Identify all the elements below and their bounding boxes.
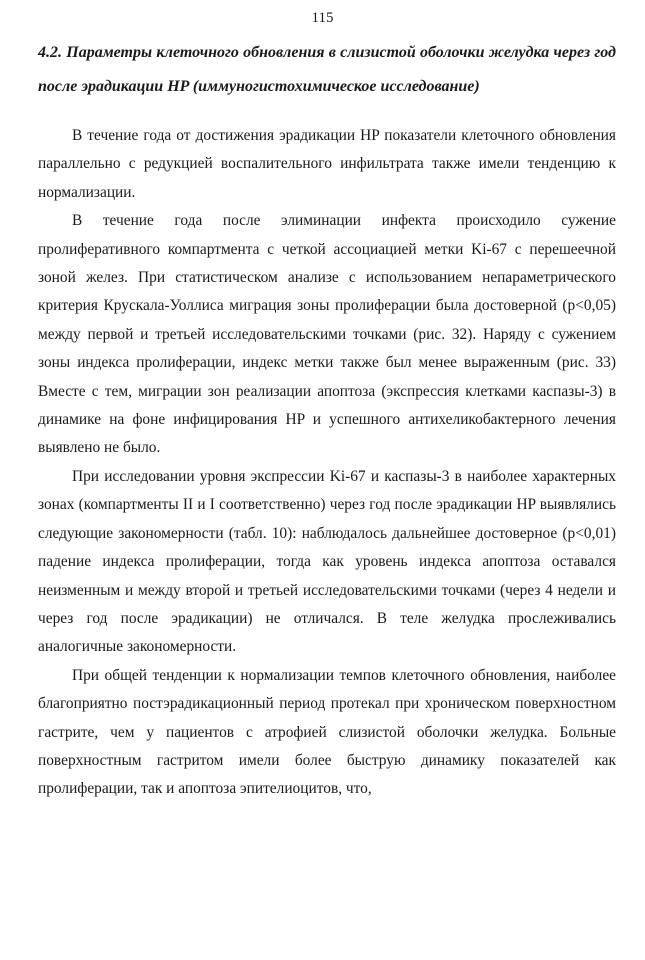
paragraph-3: При исследовании уровня экспрессии Ki-67 и каспазы-3 в наиболее характерных зонах (компартменты II и I соответственно) через год после эрадикации HP выявлялись следующие закономерности (табл. 10): наблюдалось дальнейшее достоверное (p<0,01) падение индекса пролиферации, тогда как уровень индекса апоптоза оставался неизменным и между второй и третьей исследовательскими точками (через 4 недели и через год после эрадикации) не отличался. В теле желудка прослеживались аналогичные закономерности. [38,467,616,656]
paragraph-2: В течение года после элиминации инфекта происходило сужение пролиферативного компартмента с четкой ассоциацией метки Ki-67 с перешеечной зоной желез. При статистическом анализе с использованием непараметрического критерия Крускала-Уоллиса миграция зоны пролиферации была достоверной (p<0,05) между первой и третьей исследовательскими точками (рис. 32). Наряду с сужением зоны индекса пролиферации, индекс метки также был менее выраженным (рис. 33) Вместе с тем, миграции зон реализации апоптоза (экспрессия клетками каспазы-3) в динамике на фоне инфицирования HP и успешного антихеликобактерного лечения выявлено не было. [38,212,616,457]
section-heading: 4.2. Параметры клеточного обновления в слизистой оболочки желудка через год после эрадикации HP (иммуногистохимическое исследование) [38,44,616,95]
paragraph-4: При общей тенденции к нормализации темпов клеточного обновления, наиболее благоприятно постэрадикационный период протекал при хроническом поверхностном гастрите, чем у пациентов с атрофией слизистой оболочки желудка. Больные поверхностным гастритом имели более быструю динамику показателей как пролиферации, так и апоптоза эпителиоцитов, что, [38,666,616,798]
body-text [38,122,616,804]
paragraph-1: В течение года от достижения эрадикации HP показатели клеточного обновления параллельно с редукцией воспалительного инфильтрата также имели тенденцию к нормализации. [38,127,616,201]
page-number: 115 [311,10,334,26]
